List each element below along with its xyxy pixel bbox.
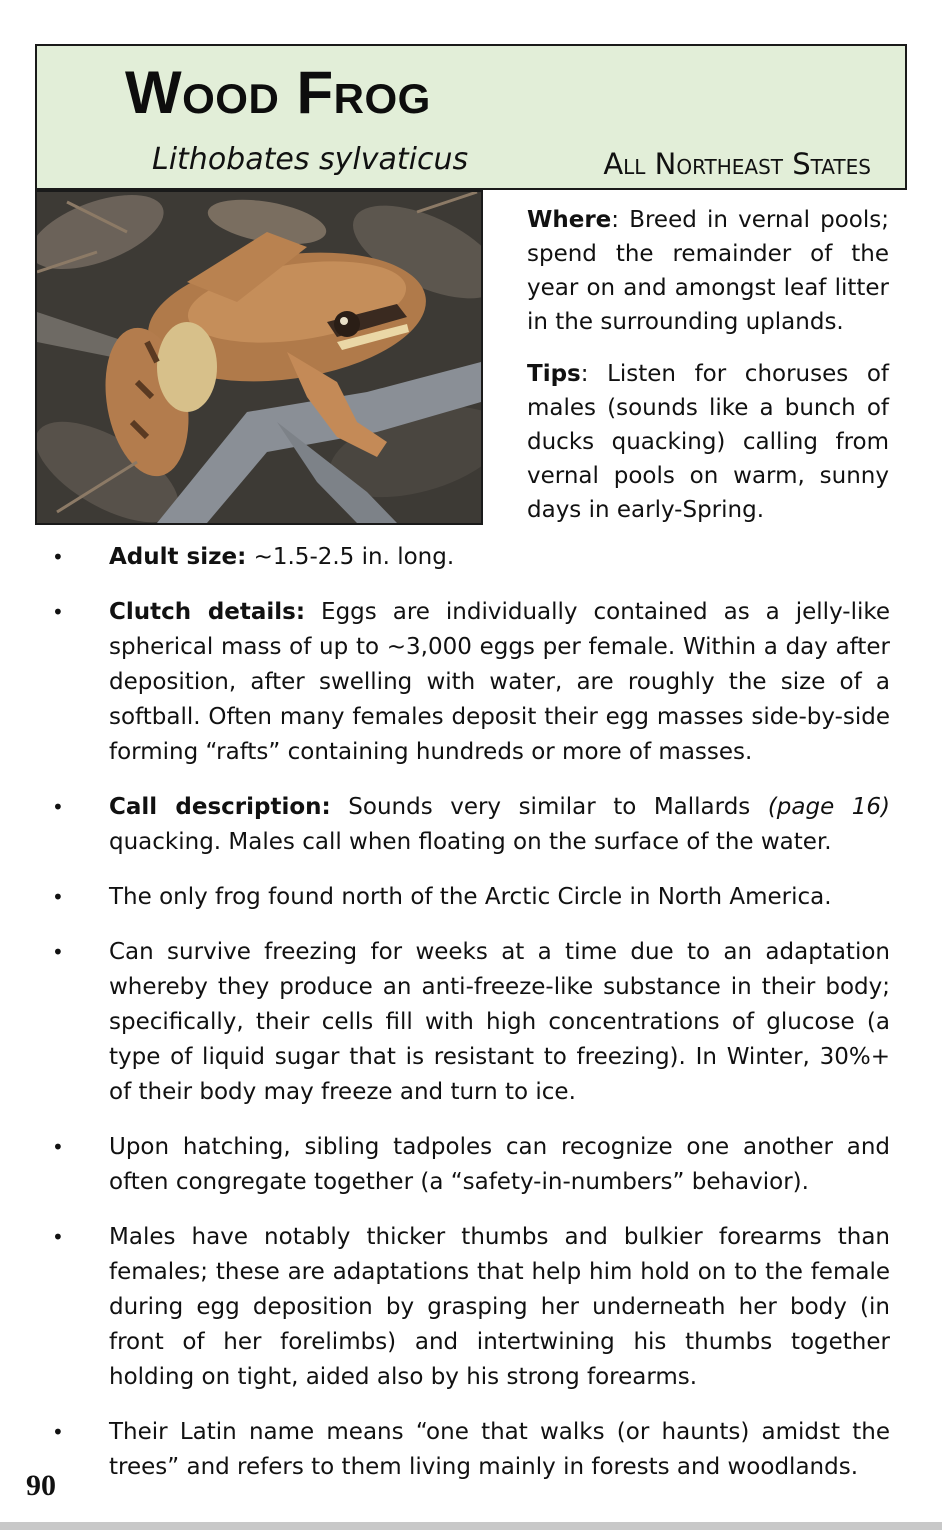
bullet-marker: • bbox=[52, 545, 64, 569]
where-paragraph bbox=[527, 203, 889, 339]
fact-text: Sounds very similar to Mallards bbox=[330, 794, 768, 820]
page-number: 90 bbox=[26, 1469, 56, 1502]
fact-clutch-details bbox=[0, 595, 942, 770]
bullet-marker: • bbox=[52, 1135, 64, 1159]
fact-tadpoles bbox=[0, 1130, 942, 1200]
page-reference: (page 16) bbox=[767, 794, 891, 820]
tips-paragraph bbox=[527, 357, 889, 527]
fact-freezing bbox=[0, 935, 942, 1110]
fact-text: Upon hatching, sibling tadpoles can recognize one another and often congregate together (a “safety-in-numbers” behavior). bbox=[109, 1134, 890, 1195]
species-range: All Northeast States bbox=[603, 147, 871, 181]
fact-text: Their Latin name means “one that walks (or haunts) amidst the trees” and refers to them living mainly in forests and woodlands. bbox=[109, 1419, 890, 1480]
bullet-marker: • bbox=[52, 1225, 64, 1249]
habitat-and-tips bbox=[527, 203, 889, 545]
bullet-marker: • bbox=[52, 940, 64, 964]
fact-text: Eggs are individually contained as a jelly-like spherical mass of up to ~3,000 eggs per female. Within a day after deposition, after swelling with water, are roughly the size of a softball. Often many females deposit their egg masses side-by-side forming “rafts” containing hundreds or more of masses. bbox=[109, 599, 890, 765]
fact-label: Clutch details: bbox=[109, 599, 306, 625]
species-common-name: Wood Frog bbox=[125, 59, 431, 126]
fact-latin-name bbox=[0, 1415, 942, 1485]
bullet-marker: • bbox=[52, 885, 64, 909]
species-scientific-name: Lithobates sylvaticus bbox=[152, 142, 469, 177]
bullet-marker: • bbox=[52, 795, 64, 819]
bullet-marker: • bbox=[52, 600, 64, 624]
fact-text: ~1.5-2.5 in. long. bbox=[246, 544, 455, 570]
fact-adult-size bbox=[0, 540, 942, 575]
tips-text: : Listen for choruses of males (sounds like a bunch of ducks quacking) calling from vernal pools on warm, sunny days in early-Spring. bbox=[527, 361, 889, 523]
fact-text: Can survive freezing for weeks at a time due to an adaptation whereby they produce an anti-freeze-like substance in their body; specifically, their cells fill with high concentrations of glucose (a type of liquid sugar that is resistant to freezing). In Winter, 30%+ of their body may freeze and turn to ice. bbox=[109, 939, 890, 1105]
fact-label: Adult size: bbox=[109, 544, 247, 570]
where-text: : Breed in vernal pools; spend the remainder of the year on and amongst leaf litter in the surrounding uplands. bbox=[527, 207, 889, 335]
wood-frog-photo bbox=[35, 190, 483, 525]
bottom-scroll-bar bbox=[0, 1522, 942, 1530]
fact-text: The only frog found north of the Arctic Circle in North America. bbox=[109, 884, 832, 910]
facts-list bbox=[0, 540, 942, 1505]
fact-males-thumbs bbox=[0, 1220, 942, 1395]
species-header bbox=[35, 44, 907, 190]
where-label: Where bbox=[527, 207, 612, 233]
fact-arctic bbox=[0, 880, 942, 915]
fact-label: Call description: bbox=[109, 794, 331, 820]
tips-label: Tips bbox=[527, 361, 581, 387]
fact-text-continued: quacking. Males call when floating on the surface of the water. bbox=[109, 829, 832, 855]
fact-call-description bbox=[0, 790, 942, 860]
bullet-marker: • bbox=[52, 1420, 64, 1444]
fact-text: Males have notably thicker thumbs and bulkier forearms than females; these are adaptations that help him hold on to the female during egg deposition by grasping her underneath her body (in front of her forelimbs) and intertwining his thumbs together holding on tight, aided also by his strong forearms. bbox=[109, 1224, 890, 1390]
